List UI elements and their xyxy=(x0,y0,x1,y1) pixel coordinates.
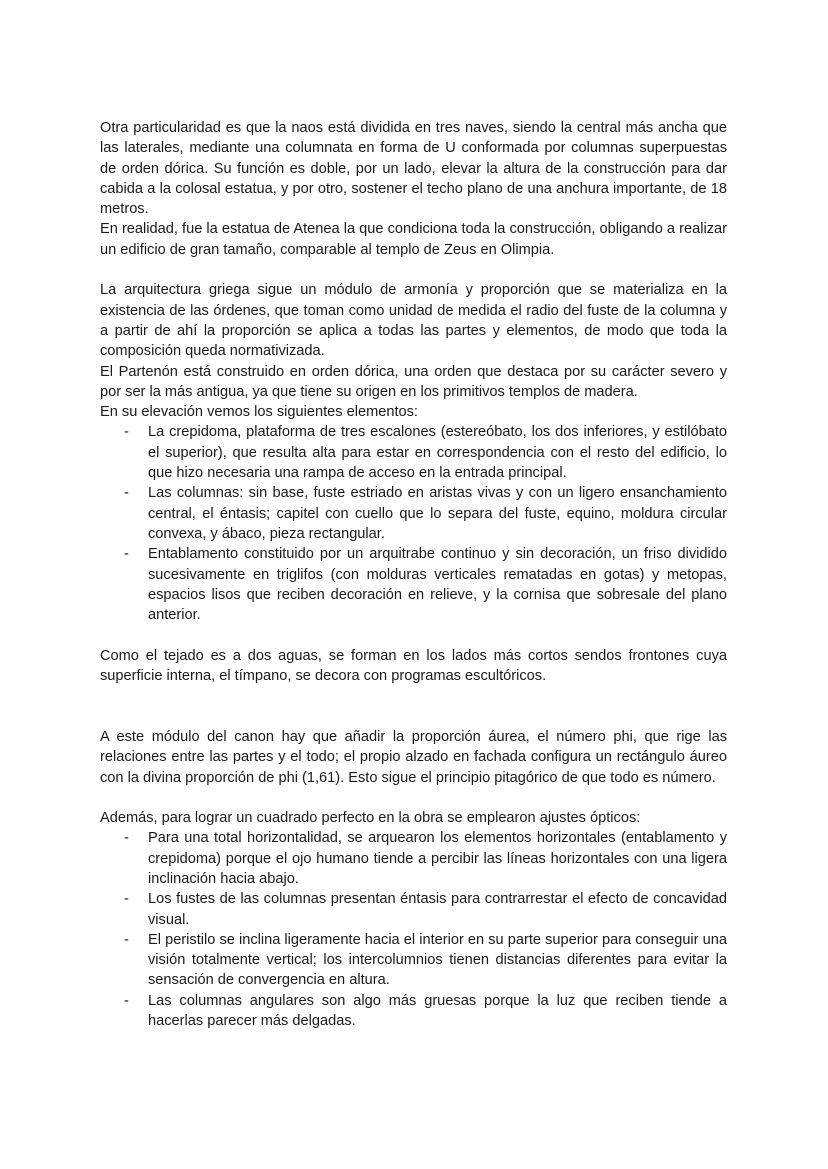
list-item xyxy=(100,828,727,889)
list-dash: - xyxy=(124,546,129,563)
list-item-text: Las columnas angulares son algo más gruesas porque la luz que reciben tiende a hacerlas parecer más delgadas. xyxy=(148,992,727,1030)
list-item xyxy=(100,483,727,544)
spacer xyxy=(100,788,727,808)
list-item-text: Para una total horizontalidad, se arquearon los elementos horizontales (entablamento y crepidoma) porque el ojo humano tiende a percibir las líneas horizontales con una ligera inclinación hacia abajo. xyxy=(148,830,727,887)
paragraph-partenon-dorico: El Partenón está construido en orden dórica, una orden que destaca por su carácter severo y por ser la más antigua, ya que tiene su origen en los primitivos templos de madera. xyxy=(100,363,727,400)
list-item-text: Entablamento constituido por un arquitrabe continuo y sin decoración, un friso dividido sucesivamente en triglifos (con molduras verticales rematadas en gotas) y metopas, espacios lisos que reciben decoración en relieve, y la cornisa que sobresale del plano anterior. xyxy=(148,546,727,624)
spacer xyxy=(100,260,727,280)
list-dash: - xyxy=(124,424,129,441)
paragraph-frontones: Como el tejado es a dos aguas, se forman en los lados más cortos sendos frontones cuya superficie interna, el tímpano, se decora con programas escultóricos. xyxy=(100,647,727,685)
paragraph-ajustes-intro: Además, para lograr un cuadrado perfecto en la obra se emplearon ajustes ópticos: xyxy=(100,810,641,827)
list-dash: - xyxy=(124,931,129,948)
spacer xyxy=(100,625,727,645)
list-dash: - xyxy=(124,992,129,1009)
list-item xyxy=(100,889,727,930)
paragraph-proporcion-aurea: A este módulo del canon hay que añadir la proporción áurea, el número phi, que rige las relaciones entre las partes y el todo; el propio alzado en fachada configura un rectángulo áureo con la divina proporción de phi (1,61). Esto sigue el principio pitagórico de que todo es número. xyxy=(100,728,727,786)
list-dash: - xyxy=(124,485,129,502)
list-item xyxy=(100,930,727,991)
document-body xyxy=(100,118,727,1031)
list-dash: - xyxy=(124,830,129,847)
list-item-text: Las columnas: sin base, fuste estriado en aristas vivas y con un ligero ensanchamiento central, el éntasis; capitel con cuello que lo separa del fuste, equino, moldura circular convexa, y ábaco, pieza rectangular. xyxy=(148,485,727,542)
paragraph-armonia: La arquitectura griega sigue un módulo de armonía y proporción que se materializa en la existencia de las órdenes, que toman como unidad de medida el radio del fuste de la columna y a partir de ahí la proporción se aplica a todas las partes y elementos, de modo que toda la composición queda normativizada. xyxy=(100,282,727,360)
list-dash: - xyxy=(124,891,129,908)
elevation-list xyxy=(100,422,727,625)
spacer xyxy=(100,686,727,727)
list-item xyxy=(100,422,727,483)
list-item-text: Los fustes de las columnas presentan éntasis para contrarrestar el efecto de concavidad visual. xyxy=(148,891,727,928)
paragraph-naos: Otra particularidad es que la naos está dividida en tres naves, siendo la central más ancha que las laterales, mediante una columnata en forma de U conformada por columnas superpuestas de orden dórica. Su función es doble, por un lado, elevar la altura de la construcción para dar cabida a la colosal estatua, y por otro, sostener el techo plano de una anchura importante, de 18 metros. xyxy=(100,120,727,218)
paragraph-atenea: En realidad, fue la estatua de Atenea la que condiciona toda la construcción, obligando a realizar un edificio de gran tamaño, comparable al templo de Zeus en Olimpia. xyxy=(100,221,727,258)
optical-adjustments-list xyxy=(100,828,727,1031)
list-item-text: El peristilo se inclina ligeramente hacia el interior en su parte superior para conseguir una visión totalmente vertical; los intercolumnios tienen distancias diferentes para evitar la sensación de convergencia en altura. xyxy=(148,931,727,989)
paragraph-elevacion-intro: En su elevación vemos los siguientes elementos: xyxy=(100,404,418,421)
list-item xyxy=(100,544,727,625)
list-item xyxy=(100,991,727,1032)
list-item-text: La crepidoma, plataforma de tres escalones (estereóbato, los dos inferiores, y estilóbato el superior), que resulta alta para estar en correspondencia con el resto del edificio, lo que hizo necesaria una rampa de acceso en la entrada principal. xyxy=(148,424,727,482)
